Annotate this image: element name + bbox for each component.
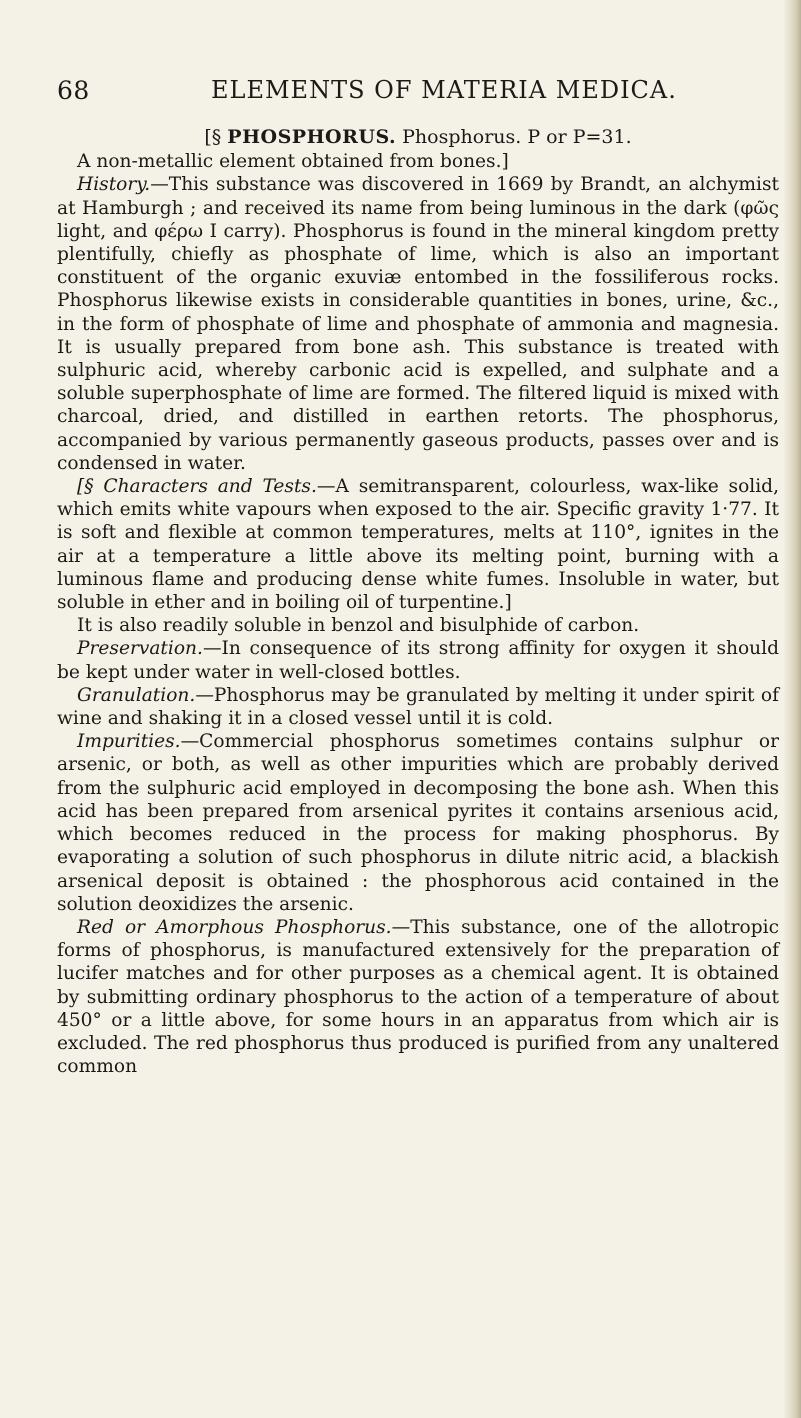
paragraph-text: —This substance, one of the allotropic forms of phosphorus, is manufactured extensively for the preparation of lucifer matches and for other purposes as a chemical agent. It is obtained by submitting ordinary phosphorus to the action of a temperature of about 450° or a little above, for some hours in an apparatus from which air is excluded. The red phosphorus thus produced is purified from any unaltered common (57, 916, 779, 1078)
paragraph-lead: [§ Characters and Tests. (77, 476, 317, 498)
paragraph-impurities (57, 730, 779, 916)
page-body (57, 126, 779, 1078)
paragraph-text: It is also readily soluble in benzol and bisulphide of carbon. (77, 615, 640, 637)
heading-bracket: [§ (204, 126, 228, 148)
paragraph-red-phosphorus (57, 916, 779, 1078)
paragraph-text: —Phosphorus may be granulated by melting it under spirit of wine and shaking it in a closed vessel until it is cold. (57, 684, 779, 730)
paragraph-lead: History. (77, 174, 151, 196)
paragraph-solubility (57, 614, 779, 637)
section-heading (57, 126, 779, 149)
paragraph-definition (57, 150, 779, 173)
paragraph-lead: Granulation. (77, 684, 196, 706)
paragraph-characters-tests (57, 475, 779, 614)
page-number: 68 (57, 76, 90, 105)
paragraph-lead: Preservation. (77, 638, 203, 660)
heading-title: PHOSPHORUS. (227, 126, 397, 148)
heading-formula: Phosphorus. P or P=31. (396, 126, 632, 148)
paragraph-history (57, 173, 779, 475)
paragraph-text: —A semitransparent, colourless, wax-like solid, which emits white vapours when exposed to the air. Specific gravity 1·77. It is soft and flexible at common temperatures, melts at 110°, ignites in the air at a temperature a little above its melting point, burning with a luminous flame and producing dense white fumes. Insoluble in water, but soluble in ether and in boiling oil of turpentine.] (57, 476, 779, 614)
page-edge-shadow (783, 0, 801, 1418)
running-head: ELEMENTS OF MATERIA MEDICA. (211, 76, 677, 104)
paragraph-lead: Red or Amorphous Phosphorus. (77, 916, 392, 938)
paragraph-lead: Impurities. (77, 731, 181, 753)
paragraph-granulation (57, 684, 779, 730)
paragraph-text: —This substance was discovered in 1669 by Brandt, an alchymist at Hamburgh ; and received its name from being luminous in the dark (φῶς light, and φέρω I carry). Phosphorus is found in the mineral kingdom pretty plentifully, chiefly as phosphate of lime, which is also an important constituent of the organic exuviæ entombed in the fossiliferous rocks. Phosphorus likewise exists in considerable quantities in bones, urine, &c., in the form of phosphate of lime and phosphate of ammonia and magnesia. It is usually prepared from bone ash. This substance is treated with sulphuric acid, whereby carbonic acid is expelled, and sulphate and a soluble superphosphate of lime are formed. The filtered liquid is mixed with charcoal, dried, and distilled in earthen retorts. The phosphorus, accompanied by various permanently gaseous products, passes over and is condensed in water. (57, 174, 779, 474)
paragraph-preservation (57, 637, 779, 683)
paragraph-text: —In consequence of its strong affinity for oxygen it should be kept under water in well-closed bottles. (57, 638, 779, 683)
paragraph-text: A non-metallic element obtained from bones.] (77, 151, 509, 173)
page-header (57, 76, 757, 116)
paragraph-text: —Commercial phosphorus sometimes contains sulphur or arsenic, or both, as well as other impurities which are probably derived from the sulphuric acid employed in decomposing the bone ash. When this acid has been prepared from arsenical pyrites it contains arsenious acid, which becomes reduced in the process for making phosphorus. By evaporating a solution of such phosphorus in dilute nitric acid, a blackish arsenical deposit is obtained : the phosphorous acid contained in the solution deoxidizes the arsenic. (57, 731, 779, 915)
